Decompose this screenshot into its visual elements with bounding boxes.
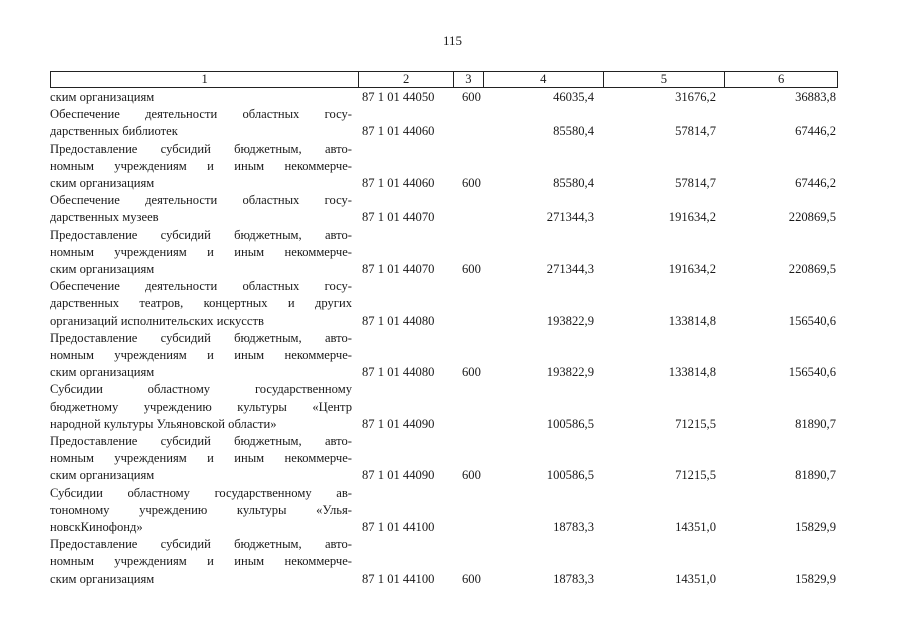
row-value-col6: 156540,6 <box>788 313 836 328</box>
table-column-header <box>50 71 838 88</box>
table-row <box>50 330 838 382</box>
row-name <box>50 141 356 193</box>
row-name-line: ским организациям <box>50 176 155 191</box>
row-name <box>50 278 356 330</box>
table-row <box>50 192 838 226</box>
row-code: 87 1 01 44070 <box>362 210 435 225</box>
row-expense-type: 600 <box>462 90 481 104</box>
row-value-col5: 14351,0 <box>675 520 716 535</box>
row-name <box>50 381 356 433</box>
row-code: 87 1 01 44060 <box>362 124 435 139</box>
row-value-col6: 81890,7 <box>795 468 836 483</box>
row-name-line: новскКинофонд» <box>50 520 143 535</box>
row-name-line: дарственных музеев <box>50 210 159 225</box>
row-value-col4: 271344,3 <box>546 262 594 277</box>
row-name-line: номным учреждениям и иным некоммерче- <box>50 244 352 259</box>
row-code: 87 1 01 44100 <box>362 571 435 586</box>
row-expense-type: 600 <box>462 176 481 191</box>
table-row <box>50 278 838 330</box>
row-code: 87 1 01 44100 <box>362 520 435 535</box>
table-row <box>50 141 838 193</box>
row-value-col4: 85580,4 <box>553 124 594 139</box>
row-code: 87 1 01 44060 <box>362 176 435 191</box>
row-code: 87 1 01 44050 <box>362 90 435 104</box>
row-code: 87 1 01 44080 <box>362 365 435 380</box>
row-value-col6: 15829,9 <box>795 520 836 535</box>
column-header-3: 3 <box>453 72 483 87</box>
row-value-col5: 71215,5 <box>675 468 716 483</box>
row-value-col5: 191634,2 <box>668 262 716 277</box>
table-row <box>50 106 838 140</box>
row-name-line: ским организациям <box>50 571 155 586</box>
row-name <box>50 192 356 226</box>
row-expense-type: 600 <box>462 262 481 277</box>
row-name-line: дарственных театров, концертных и других <box>50 296 352 311</box>
row-value-col4: 46035,4 <box>553 90 594 104</box>
row-name-line: ским организациям <box>50 365 155 380</box>
row-name-line: ским организациям <box>50 468 155 483</box>
row-name <box>50 485 356 537</box>
row-value-col4: 100586,5 <box>546 468 594 483</box>
row-name-line: народной культуры Ульяновской области» <box>50 416 277 431</box>
row-expense-type: 600 <box>462 571 481 586</box>
row-name-line: номным учреждениям и иным некоммерче- <box>50 451 352 466</box>
row-value-col6: 81890,7 <box>795 416 836 431</box>
row-value-col6: 15829,9 <box>795 571 836 586</box>
row-value-col4: 271344,3 <box>546 210 594 225</box>
row-name-line: Предоставление субсидий бюджетным, авто- <box>50 330 352 345</box>
row-value-col4: 85580,4 <box>553 176 594 191</box>
table-body <box>50 89 838 588</box>
row-value-col5: 133814,8 <box>668 365 716 380</box>
row-name-line: номным учреждениям и иным некоммерче- <box>50 554 352 569</box>
row-value-col6: 220869,5 <box>788 210 836 225</box>
row-value-col5: 14351,0 <box>675 571 716 586</box>
table-row <box>50 433 838 485</box>
row-name <box>50 433 356 485</box>
row-value-col6: 156540,6 <box>788 365 836 380</box>
row-value-col5: 133814,8 <box>668 313 716 328</box>
table-row <box>50 381 838 433</box>
table-row <box>50 536 838 588</box>
row-name-line: Предоставление субсидий бюджетным, авто- <box>50 434 352 449</box>
row-name-line: номным учреждениям и иным некоммерче- <box>50 348 352 363</box>
table-row <box>50 89 838 106</box>
column-header-2: 2 <box>358 72 453 87</box>
row-code: 87 1 01 44090 <box>362 468 435 483</box>
row-name-line: Предоставление субсидий бюджетным, авто- <box>50 537 352 552</box>
row-value-col4: 193822,9 <box>546 313 594 328</box>
row-name-line: тономному учреждению культуры «Улья- <box>50 502 352 517</box>
row-name-line: Предоставление субсидий бюджетным, авто- <box>50 141 352 156</box>
row-value-col6: 36883,8 <box>795 90 836 104</box>
row-value-col4: 193822,9 <box>546 365 594 380</box>
row-value-col5: 191634,2 <box>668 210 716 225</box>
row-expense-type: 600 <box>462 468 481 483</box>
row-name-line: ским организациям <box>50 262 155 277</box>
page-number: 115 <box>442 33 463 48</box>
row-name-line: Обеспечение деятельности областных госу- <box>50 107 352 122</box>
column-header-4: 4 <box>483 72 603 87</box>
row-name-line: бюджетному учреждению культуры «Центр <box>50 399 352 414</box>
row-code: 87 1 01 44080 <box>362 313 435 328</box>
row-value-col6: 220869,5 <box>788 262 836 277</box>
row-value-col6: 67446,2 <box>795 176 836 191</box>
row-name-line: организаций исполнительских искусств <box>50 313 264 328</box>
row-code: 87 1 01 44090 <box>362 416 435 431</box>
row-name-line: Предоставление субсидий бюджетным, авто- <box>50 227 352 242</box>
row-value-col5: 57814,7 <box>675 124 716 139</box>
row-name <box>50 330 356 382</box>
row-value-col6: 67446,2 <box>795 124 836 139</box>
row-name-line: Субсидии областному государственному <box>50 382 352 397</box>
row-name <box>50 106 356 140</box>
row-name-line: Обеспечение деятельности областных госу- <box>50 193 352 208</box>
row-value-col5: 31676,2 <box>675 90 716 104</box>
column-header-5: 5 <box>603 72 725 87</box>
row-name-line: Обеспечение деятельности областных госу- <box>50 279 352 294</box>
row-name-line: номным учреждениям и иным некоммерче- <box>50 158 352 173</box>
table-row <box>50 485 838 537</box>
row-name-line: Субсидии областному государственному ав- <box>50 485 352 500</box>
row-name <box>50 536 356 588</box>
row-value-col5: 57814,7 <box>675 176 716 191</box>
row-value-col5: 71215,5 <box>675 416 716 431</box>
row-name <box>50 227 356 279</box>
row-name-line: ским организациям <box>50 90 155 104</box>
row-value-col4: 100586,5 <box>546 416 594 431</box>
row-name <box>50 89 356 106</box>
table-row <box>50 227 838 279</box>
column-header-6: 6 <box>724 72 837 87</box>
row-expense-type: 600 <box>462 365 481 380</box>
row-name-line: дарственных библиотек <box>50 124 178 139</box>
row-value-col4: 18783,3 <box>553 520 594 535</box>
row-code: 87 1 01 44070 <box>362 262 435 277</box>
column-header-1: 1 <box>201 72 208 86</box>
row-value-col4: 18783,3 <box>553 571 594 586</box>
